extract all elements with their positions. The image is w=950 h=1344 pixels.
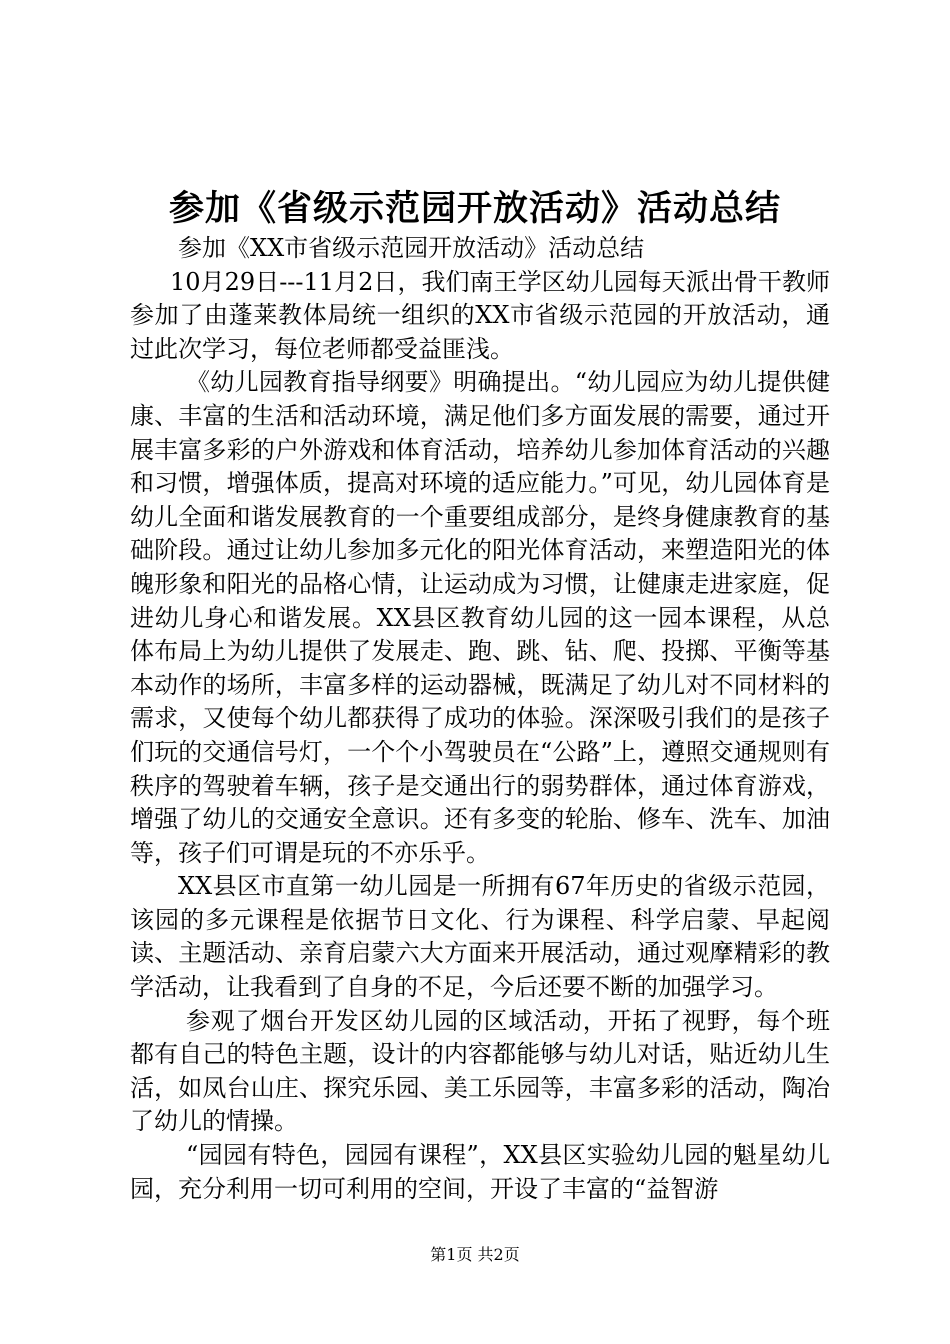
document-body [130,232,830,1206]
paragraph: 参观了烟台开发区幼儿园的区域活动，开拓了视野，每个班都有自己的特色主题，设计的内容都能够与幼儿对话，贴近幼儿生活，如凤台山庄、探究乐园、美工乐园等，丰富多彩的活动，陶冶了幼儿的情操。 [130,1006,830,1136]
document-subtitle: 参加《XX市省级示范园开放活动》活动总结 [178,234,645,262]
paragraph: 《幼儿园教育指导纲要》明确提出。“幼儿园应为幼儿提供健康、丰富的生活和活动环境，满足他们多方面发展的需要，通过开展丰富多彩的户外游戏和体育活动，培养幼儿参加体育活动的兴趣和习惯，增强体质，提高对环境的适应能力。”可见，幼儿园体育是幼儿全面和谐发展教育的一个重要组成部分，是终身健康教育的基础阶段。通过让幼儿参加多元化的阳光体育活动，来塑造阳光的体魄形象和阳光的品格心情，让运动成为习惯，让健康走进家庭，促进幼儿身心和谐发展。XX县区教育幼儿园的这一园本课程，从总体布局上为幼儿提供了发展走、跑、跳、钻、爬、投掷、平衡等基本动作的场所，丰富多样的运动器械，既满足了幼儿对不同材料的需求，又使每个幼儿都获得了成功的体验。深深吸引我们的是孩子们玩的交通信号灯，一个个小驾驶员在“公路”上，遵照交通规则有秩序的驾驶着车辆，孩子是交通出行的弱势群体，通过体育游戏，增强了幼儿的交通安全意识。还有多变的轮胎、修车、洗车、加油等，孩子们可谓是玩的不亦乐乎。 [130,368,830,867]
paragraph: “园园有特色，园园有课程”，XX县区实验幼儿园的魁星幼儿园，充分利用一切可利用的空间，开设了丰富的“益智游 [130,1141,830,1203]
paragraph: XX县区市直第一幼儿园是一所拥有67年历史的省级示范园，该园的多元课程是依据节日文化、行为课程、科学启蒙、早起阅读、主题活动、亲育启蒙六大方面来开展活动，通过观摩精彩的教学活动，让我看到了自身的不足，今后还要不断的加强学习。 [130,872,830,1002]
paragraph: 10月29日---11月2日，我们南王学区幼儿园每天派出骨干教师参加了由蓬莱教体局统一组织的XX市省级示范园的开放活动，通过此次学习，每位老师都受益匪浅。 [130,267,830,363]
page-footer: 第1页 共2页 [430,1245,520,1264]
document-title: 参加《省级示范园开放活动》活动总结 [168,188,781,229]
